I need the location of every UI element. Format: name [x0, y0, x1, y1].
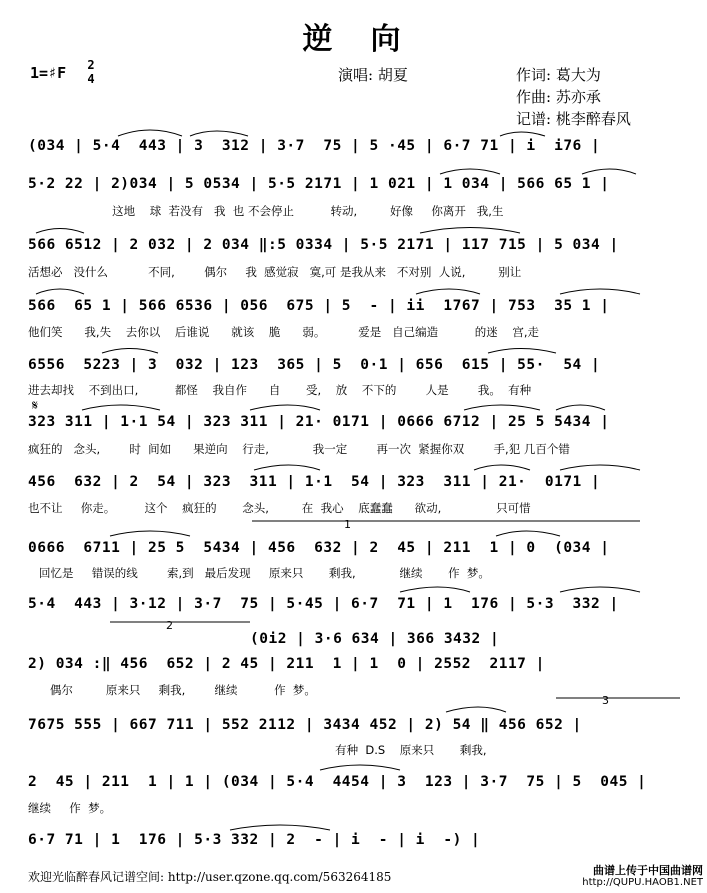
volta-2-label: 2	[166, 619, 173, 632]
score-line-2: 5·2 22 | 2)034 | 5 0534 | 5·5 2171 | 1 021 | 1 034 | 566 65 1 |	[28, 176, 610, 192]
score-line-11: 7675 555 | 667 711 | 552 2112 | 3434 452 | 2) 54 ‖ 456 652 |	[28, 717, 582, 733]
transcriber-credit: 记谱: 桃李醉春风	[516, 110, 631, 128]
footer-text: 欢迎光临醉春风记谱空间: http://user.qzone.qq.com/563264185	[28, 870, 392, 884]
lyric-line-2: 这地 球 若没有 我 也 不会停止 转动, 好像 你离开 我,生	[28, 204, 504, 218]
score-line-3: 566 6512 | 2 032 | 2 034 ‖:5 0334 | 5·5 2171 | 117 715 | 5 034 |	[28, 237, 619, 253]
score-line-10: 2) 034 :‖ 456 652 | 2 45 | 211 1 | 1 0 | 2552 2117 |	[28, 656, 545, 672]
score-line-6: 323 311 | 1·1 54 | 323 311 | 21· 0171 | 0666 6712 | 25 5 5434 |	[28, 414, 610, 430]
lyric-line-4: 他们笑 我,失 去你以 后谁说 就该 脆 弱。 爱是 自己编造 的迷 宫,走	[28, 325, 540, 339]
score-line-5: 6556 5223 | 3 032 | 123 365 | 5 0·1 | 656 615 | 55· 54 |	[28, 357, 601, 373]
song-title: 逆 向	[302, 22, 405, 57]
lyric-line-5: 进去却找 不到出口, 都怪 我自作 自 受, 放 不下的 人是 我。 有种	[28, 383, 532, 397]
lyric-line-11: 有种 D.S 原来只 剩我,	[28, 743, 487, 757]
score-line-9: 5·4 443 | 3·12 | 3·7 75 | 5·45 | 6·7 71 | 1 176 | 5·3 332 |	[28, 596, 619, 612]
time-signature-top: 2	[87, 58, 95, 72]
singer-credit: 演唱: 胡夏	[338, 66, 408, 84]
lyricist-credit: 作词: 葛大为	[516, 66, 601, 84]
lyric-line-7: 也不让 你走。 这个 疯狂的 念头, 在 我心 底蠢蠢 欲动, 只可惜	[28, 501, 531, 515]
time-signature-bottom: 4	[87, 72, 95, 86]
lyric-line-6: 疯狂的 念头, 时 间如 果逆向 行走, 我一定 再一次 紧握你双 手,犯 几百个错	[28, 442, 570, 456]
score-line-13: 6·7 71 | 1 176 | 5·3 332 | 2 - | i - | i -) |	[28, 832, 481, 848]
lyric-line-12: 继续 作 梦。	[28, 801, 112, 815]
watermark-line-1: 曲谱上传于中国曲谱网	[593, 864, 703, 877]
score-line-7: 456 632 | 2 54 | 323 311 | 1·1 54 | 323 311 | 21· 0171 |	[28, 474, 601, 490]
watermark-line-2: http://QUPU.HAOB1.NET	[582, 877, 703, 888]
lyric-line-10: 偶尔 原来只 剩我, 继续 作 梦。	[28, 683, 316, 697]
time-signature	[84, 58, 98, 86]
site-watermark	[582, 865, 703, 889]
score-intro-extra: (0i2 | 3·6 634 | 366 3432 |	[250, 631, 500, 647]
score-line-1: (034 | 5·4 443 | 3 312 | 3·7 75 | 5 ·45 | 6·7 71 | i i76 |	[28, 138, 601, 154]
volta-1-label: 1	[344, 518, 351, 531]
score-line-12: 2 45 | 211 1 | 1 | (034 | 5·4 4454 | 3 123 | 3·7 75 | 5 045 |	[28, 774, 647, 790]
key-signature: 1=♯F	[30, 64, 67, 82]
lyric-line-8: 回忆是 错误的线 索,到 最后发现 原来只 剩我, 继续 作 梦。	[28, 566, 490, 580]
lyric-line-3: 活想必 没什么 不同, 偶尔 我 感觉寂 寞,可 是我从来 不对别 人说, 别让	[28, 265, 522, 279]
segno-sign: 𝄋	[32, 398, 39, 414]
score-line-4: 566 65 1 | 566 6536 | 056 675 | 5 - | ii 1767 | 753 35 1 |	[28, 298, 610, 314]
composer-credit: 作曲: 苏亦承	[516, 88, 601, 106]
score-line-8: 0666 6711 | 25 5 5434 | 456 632 | 2 45 | 211 1 | 0 (034 |	[28, 540, 610, 556]
triplet-mark: 3	[602, 694, 609, 707]
